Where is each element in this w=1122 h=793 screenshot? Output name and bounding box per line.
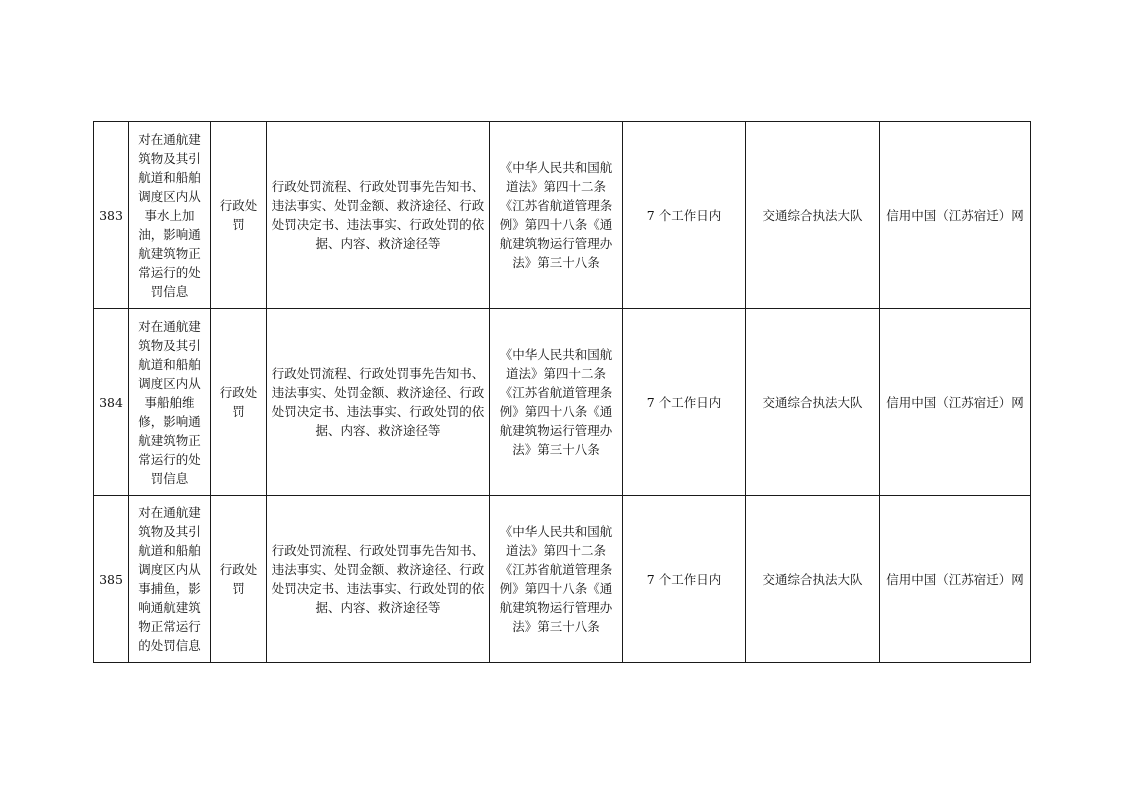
row-number: 385: [94, 496, 129, 663]
table-row: [94, 309, 1031, 496]
item-category: 行政处罚: [211, 122, 267, 309]
disclosure-channel: 信用中国（江苏宿迁）网: [880, 309, 1031, 496]
table-row: [94, 122, 1031, 309]
disclosure-content: 行政处罚流程、行政处罚事先告知书、违法事实、处罚金额、救济途径、行政处罚决定书、违法事实、行政处罚的依据、内容、救济途径等: [267, 122, 490, 309]
table-row: [94, 496, 1031, 663]
disclosure-subject: 交通综合执法大队: [746, 496, 880, 663]
legal-basis: 《中华人民共和国航道法》第四十二条《江苏省航道管理条例》第四十八条《通航建筑物运行管理办法》第三十八条: [490, 496, 623, 663]
row-number: 384: [94, 309, 129, 496]
disclosure-subject: 交通综合执法大队: [746, 309, 880, 496]
item-category: 行政处罚: [211, 496, 267, 663]
row-number: 383: [94, 122, 129, 309]
legal-basis: 《中华人民共和国航道法》第四十二条《江苏省航道管理条例》第四十八条《通航建筑物运行管理办法》第三十八条: [490, 309, 623, 496]
disclosure-channel: 信用中国（江苏宿迁）网: [880, 496, 1031, 663]
item-category: 行政处罚: [211, 309, 267, 496]
time-limit: 7 个工作日内: [623, 309, 746, 496]
disclosure-channel: 信用中国（江苏宿迁）网: [880, 122, 1031, 309]
item-name: 对在通航建筑物及其引航道和船舶调度区内从事捕鱼，影响通航建筑物正常运行的处罚信息: [129, 496, 211, 663]
disclosure-table: [93, 121, 1031, 663]
disclosure-subject: 交通综合执法大队: [746, 122, 880, 309]
item-name: 对在通航建筑物及其引航道和船舶调度区内从事水上加油，影响通航建筑物正常运行的处罚信息: [129, 122, 211, 309]
item-name: 对在通航建筑物及其引航道和船舶调度区内从事船舶维修，影响通航建筑物正常运行的处罚信息: [129, 309, 211, 496]
disclosure-content: 行政处罚流程、行政处罚事先告知书、违法事实、处罚金额、救济途径、行政处罚决定书、违法事实、行政处罚的依据、内容、救济途径等: [267, 496, 490, 663]
time-limit: 7 个工作日内: [623, 122, 746, 309]
legal-basis: 《中华人民共和国航道法》第四十二条《江苏省航道管理条例》第四十八条《通航建筑物运行管理办法》第三十八条: [490, 122, 623, 309]
time-limit: 7 个工作日内: [623, 496, 746, 663]
disclosure-content: 行政处罚流程、行政处罚事先告知书、违法事实、处罚金额、救济途径、行政处罚决定书、违法事实、行政处罚的依据、内容、救济途径等: [267, 309, 490, 496]
